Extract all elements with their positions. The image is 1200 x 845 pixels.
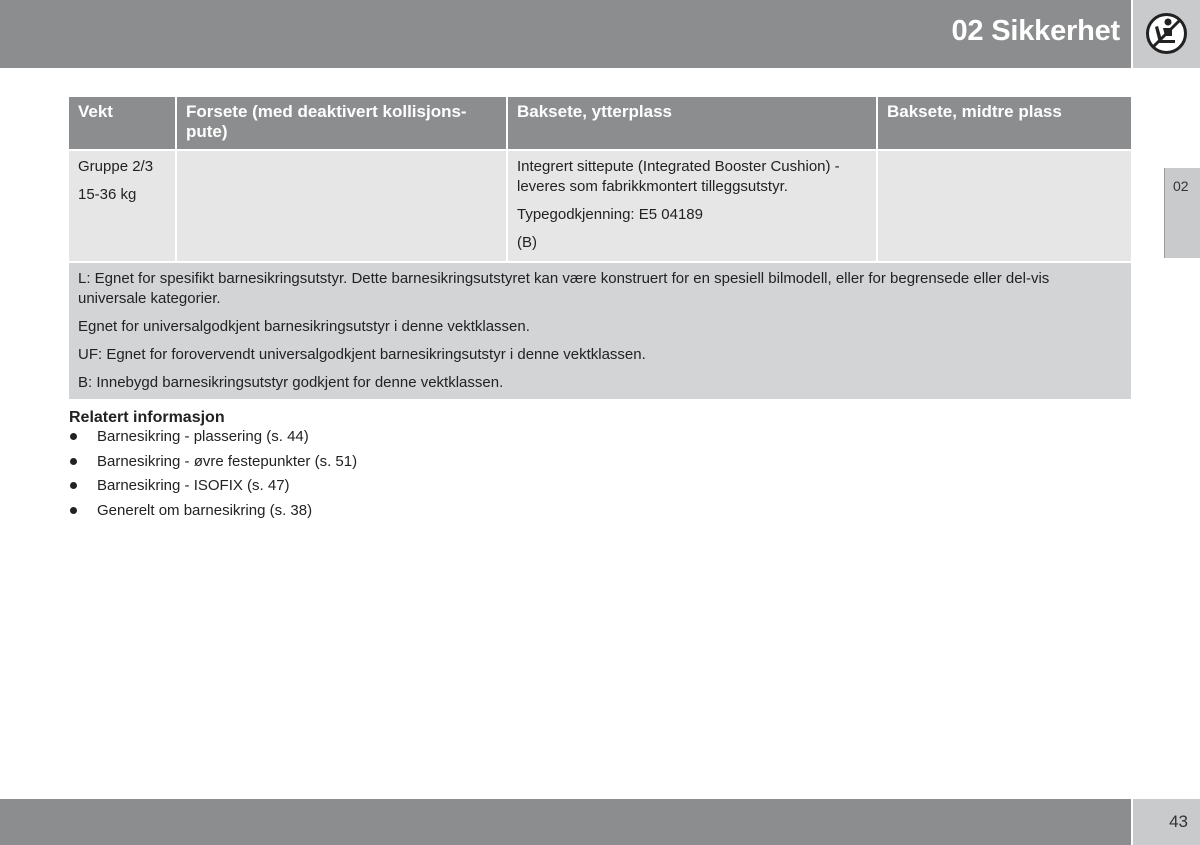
related-list xyxy=(69,427,669,521)
note-universal: Egnet for universalgodkjent barnesikringsutstyr i denne vektklassen. xyxy=(78,318,530,335)
related-link-upper-anchor[interactable] xyxy=(69,452,669,472)
table-row xyxy=(69,150,1131,262)
related-heading: Relatert informasjon xyxy=(69,409,225,426)
table-header-row xyxy=(69,97,1131,150)
bullet-icon xyxy=(70,458,77,465)
rear-outer-description: Integrert sittepute (Integrated Booster Cushion) - leveres som fabrikkmontert tilleggsutstyr. xyxy=(517,158,840,195)
bullet-icon xyxy=(70,482,77,489)
child-seat-table xyxy=(69,97,1131,399)
rear-outer-code: (B) xyxy=(517,234,537,251)
rear-outer-approval: Typegodkjenning: E5 04189 xyxy=(517,206,703,223)
weight-cell xyxy=(69,150,176,262)
bullet-icon xyxy=(70,433,77,440)
note-b: B: Innebygd barnesikringsutstyr godkjent for denne vektklassen. xyxy=(78,374,504,391)
chapter-icon-box xyxy=(1133,0,1200,68)
page-number: 43 xyxy=(1169,812,1188,831)
related-information xyxy=(69,408,669,525)
chapter-header-bar xyxy=(0,0,1131,68)
related-link-general[interactable] xyxy=(69,501,669,521)
related-link-label: Barnesikring - ISOFIX (s. 47) xyxy=(97,477,290,494)
related-link-label: Barnesikring - øvre festepunkter (s. 51) xyxy=(97,452,358,470)
note-uf: UF: Egnet for forovervendt universalgodkjent barnesikringsutstyr i denne vektklassen. xyxy=(78,346,646,363)
related-link-label: Generelt om barnesikring (s. 38) xyxy=(97,501,313,519)
page-number-box xyxy=(1133,799,1200,845)
column-header-rear-outer: Baksete, ytterplass xyxy=(507,97,877,150)
column-header-rear-middle: Baksete, midtre plass xyxy=(877,97,1131,150)
rear-middle-cell xyxy=(877,150,1131,262)
chapter-side-tab[interactable] xyxy=(1164,168,1200,258)
table-notes-cell xyxy=(69,262,1131,399)
chapter-side-tab-label: 02 xyxy=(1173,178,1189,194)
front-seat-cell xyxy=(176,150,507,262)
related-link-isofix[interactable] xyxy=(69,476,669,496)
rear-outer-cell xyxy=(507,150,877,262)
table-notes-row xyxy=(69,262,1131,399)
column-header-front-seat: Forsete (med deaktivert kollisjons-pute) xyxy=(176,97,507,150)
seatbelt-warning-icon xyxy=(1145,12,1188,55)
footer-bar xyxy=(0,799,1131,845)
chapter-title: 02 Sikkerhet xyxy=(951,15,1120,47)
related-link-label: Barnesikring - plassering (s. 44) xyxy=(97,428,309,445)
weight-range: 15-36 kg xyxy=(78,186,137,203)
note-l: L: Egnet for spesifikt barnesikringsutstyr. Dette barnesikringsutstyret kan være konstruert for en spesiell bilmodell, eller for begrensede eller del-vis universale kategorier. xyxy=(78,270,1050,307)
bullet-icon xyxy=(70,507,77,514)
weight-group: Gruppe 2/3 xyxy=(78,158,154,175)
related-link-placement[interactable] xyxy=(69,427,669,447)
column-header-weight: Vekt xyxy=(69,97,176,150)
